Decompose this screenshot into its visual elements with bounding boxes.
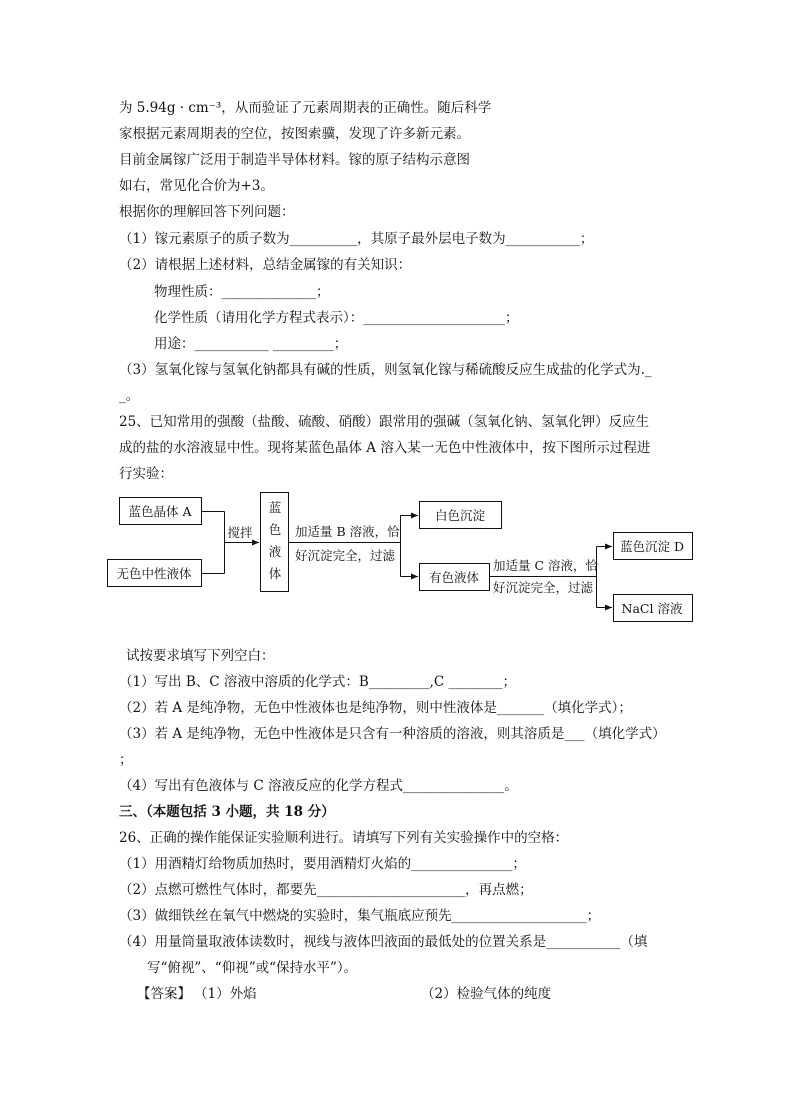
intro-line-4: 如右，常见化合价为+3。 [119,178,274,194]
label-white-precipitate: 白色沉淀 [434,508,486,523]
q24-part-2: （2）请根据上述材料，总结金属镓的有关知识： [119,257,412,273]
label-blue-precipitate-d: 蓝色沉淀 D [620,539,684,554]
q26-part-3: （3）做细铁丝在氧气中燃烧的实验时，集气瓶底应预先____________________； [119,908,601,924]
q24-part-3: （3）氢氧化镓与氢氧化钠都具有碱的性质，则氢氧化镓与稀硫酸反应生成盐的化学式为._ [119,362,652,378]
q25-answer-3-cont: ； [119,752,133,768]
label-nacl-solution: NaCl 溶液 [621,601,683,616]
label-step-b-line-1: 加适量 B 溶液，恰 [295,524,400,539]
q24-physical-property: 物理性质：______________； [154,284,330,300]
label-step-c-line-1: 加适量 C 溶液，恰 [493,558,599,573]
q25-stem-1: 25、已知常用的强酸（盐酸、硫酸、硝酸）跟常用的强碱（氢氧化钠、氢氧化钾）反应生 [119,414,650,430]
intro-line-5: 根据你的理解回答下列问题： [119,204,295,220]
label-blue-liquid-char-4: 体 [268,566,282,581]
label-stir: 搅拌 [227,525,253,540]
intro-line-3: 目前金属镓广泛用于制造半导体材料。镓的原子结构示意图 [119,152,470,168]
label-step-c-line-2: 好沉淀完全，过滤 [493,580,594,595]
q24-part-3-cont: _。 [119,388,140,404]
q24-chemical-property: 化学性质（请用化学方程式表示）：_____________________； [154,310,519,326]
intro-line-2: 家根据元素周期表的空位，按图索骥，发现了许多新元素。 [119,126,470,142]
answer-2: （2）检验气体的纯度 [421,986,552,1002]
q25-instruction: 试按要求填写下列空白： [126,648,275,664]
section-3-heading: 三、（本题包括 3 小题，共 18 分） [119,804,335,820]
q24-usage: 用途：___________ _________； [154,336,348,352]
q25-stem-2: 成的盐的水溶液显中性。现将某蓝色晶体 A 溶入某一无色中性液体中，按下图所示过程进 [119,440,651,456]
answer-label: 【答案】 [137,986,191,1002]
q26-part-4-cont: 写“俯视”、“仰视”或“保持水平”）。 [147,960,358,976]
q26-part-1: （1）用酒精灯给物质加热时，要用酒精灯火焰的_______________； [119,856,526,872]
label-colorless-neutral-liquid: 无色中性液体 [116,566,192,581]
q26-stem: 26、正确的操作能保证实验顺利进行。请填写下列有关实验操作中的空格： [119,830,569,846]
q26-part-4: （4）用量筒量取液体读数时，视线与液体凹液面的最低处的位置关系是___________（填 [119,934,648,950]
intro-line-1: 为 5.94g · cm⁻³，从而验证了元素周期表的正确性。随后科学 [119,100,492,116]
q24-part-1: （1）镓元素原子的质子数为__________，其原子最外层电子数为___________； [119,231,594,247]
q26-part-2: （2）点燃可燃性气体时，都要先______________________，再点燃； [119,882,533,898]
label-colored-liquid: 有色液体 [428,570,480,585]
q25-answer-1: （1）写出 B、C 溶液中溶质的化学式：B_________,C ________； [119,674,517,690]
label-blue-liquid-char-2: 色 [268,522,282,537]
q25-answer-2: （2）若 A 是纯净物，无色中性液体也是纯净物，则中性液体是_______（填化学式）； [119,700,632,716]
label-blue-crystal-a: 蓝色晶体 A [128,504,192,519]
label-blue-liquid-char-1: 蓝 [268,500,282,515]
label-blue-liquid-char-3: 液 [268,544,282,559]
answer-1: （1）外焰 [194,986,257,1002]
q25-answer-3: （3）若 A 是纯净物，无色中性液体是只含有一种溶质的溶液，则其溶质是___（填化学式） [119,726,666,742]
q25-answer-4: （4）写出有色液体与 C 溶液反应的化学方程式_______________。 [119,778,518,794]
q25-stem-3: 行实验： [119,466,173,482]
label-step-b-line-2: 好沉淀完全，过滤 [295,548,396,563]
